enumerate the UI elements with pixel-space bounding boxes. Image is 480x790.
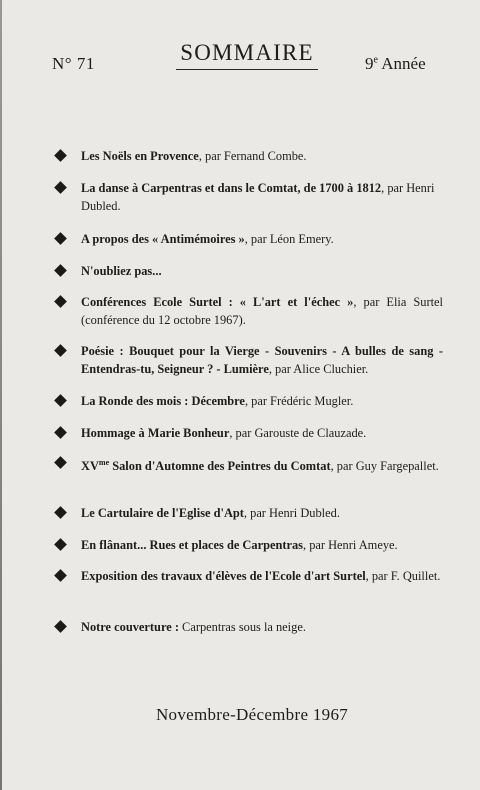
toc-entry-title: Conférences Ecole Surtel : « L'art et l'échec » — [81, 295, 354, 309]
toc-entry-author: , par Frédéric Mugler. — [244, 394, 354, 408]
toc-entry-text — [81, 618, 443, 636]
year-word: Année — [377, 54, 426, 73]
toc-entry-title: Notre couverture : — [81, 620, 179, 634]
toc-entry-text — [81, 342, 443, 378]
toc-entry-author: , par Fernand Combe. — [198, 149, 307, 163]
toc-entry-title: Le Cartulaire de l'Eglise d'Apt — [81, 506, 244, 520]
toc-entry-text — [81, 536, 443, 554]
toc-entry-author: , par Henri Dubled. — [81, 181, 435, 213]
toc-entry-text — [81, 504, 443, 522]
toc-entry-roman-numeral: XV — [81, 459, 99, 474]
diamond-bullet-icon — [54, 232, 67, 245]
toc-entry-author: , par Guy Fargepallet. — [330, 459, 439, 474]
diamond-bullet-icon — [54, 149, 67, 162]
page-title: SOMMAIRE — [180, 40, 314, 65]
toc-entry-author: , par Elia Surtel (conférence du 12 octobre 1967). — [81, 295, 443, 327]
diamond-bullet-icon — [54, 264, 67, 277]
year-number: 9 — [365, 54, 374, 73]
page-edge — [0, 0, 2, 790]
toc-entry-title: Les Noëls en Provence — [81, 149, 199, 163]
issue-date — [0, 705, 480, 725]
diamond-bullet-icon — [54, 569, 67, 582]
toc-entry-author: , par Alice Cluchier. — [268, 362, 369, 376]
toc-entry-author: , par Garouste de Clauzade. — [229, 426, 367, 440]
toc-entry-author: , par Henri Dubled. — [243, 506, 340, 520]
toc-entry-text — [81, 179, 443, 215]
diamond-bullet-icon — [54, 426, 67, 439]
toc-entry-text — [81, 262, 443, 280]
diamond-bullet-icon — [54, 506, 67, 519]
toc-entry-text — [81, 424, 443, 442]
toc-entry-title — [81, 459, 331, 473]
title-block — [176, 40, 318, 70]
toc-entry-title: En flânant... Rues et places de Carpentras — [81, 538, 303, 552]
toc-entry-title: Exposition des travaux d'élèves de l'Ecole d'art Surtel — [81, 569, 366, 583]
toc-entry-title: N'oubliez pas... — [81, 264, 162, 278]
toc-entry-text — [81, 230, 443, 248]
year-label — [365, 54, 426, 74]
toc-entry-text — [81, 567, 443, 585]
toc-entry-title: Poésie : Bouquet pour la Vierge - Souvenirs - A bulles de sang - Entendras-tu, Seigneur ? - Lumière — [81, 344, 443, 376]
toc-entry-title: La Ronde des mois : Décembre — [81, 394, 245, 408]
issue-number: N° 71 — [52, 54, 95, 73]
diamond-bullet-icon — [54, 344, 67, 357]
toc-entry-author: Carpentras sous la neige. — [178, 620, 306, 634]
diamond-bullet-icon — [54, 394, 67, 407]
toc-entry-title-main: Salon d'Automne des Peintres du Comtat — [109, 459, 331, 474]
toc-entry-title: A propos des « Antimémoires » — [81, 232, 245, 246]
diamond-bullet-icon — [54, 538, 67, 551]
toc-entry-text — [81, 392, 443, 410]
diamond-bullet-icon — [54, 456, 67, 469]
toc-entry-author: , par Léon Emery. — [244, 232, 334, 246]
toc-entry-author: , par Henri Ameye. — [303, 538, 398, 552]
header — [0, 40, 480, 80]
toc-entry-author: , par F. Quillet. — [365, 569, 441, 583]
issue-date-text: Novembre-Décembre 1967 — [155, 705, 349, 724]
year-ordinal: e — [373, 54, 378, 66]
diamond-bullet-icon — [54, 620, 67, 633]
toc-entry-ordinal: me — [98, 458, 110, 467]
title-underline — [176, 69, 318, 70]
toc-entry-title: La danse à Carpentras et dans le Comtat, de 1700 à 1812 — [81, 181, 382, 195]
toc-entry-title: Hommage à Marie Bonheur — [81, 426, 230, 440]
diamond-bullet-icon — [54, 295, 67, 308]
toc-entry-text — [81, 293, 443, 329]
toc-entry-text — [81, 454, 443, 475]
toc-entry-text — [81, 147, 443, 165]
diamond-bullet-icon — [54, 181, 67, 194]
